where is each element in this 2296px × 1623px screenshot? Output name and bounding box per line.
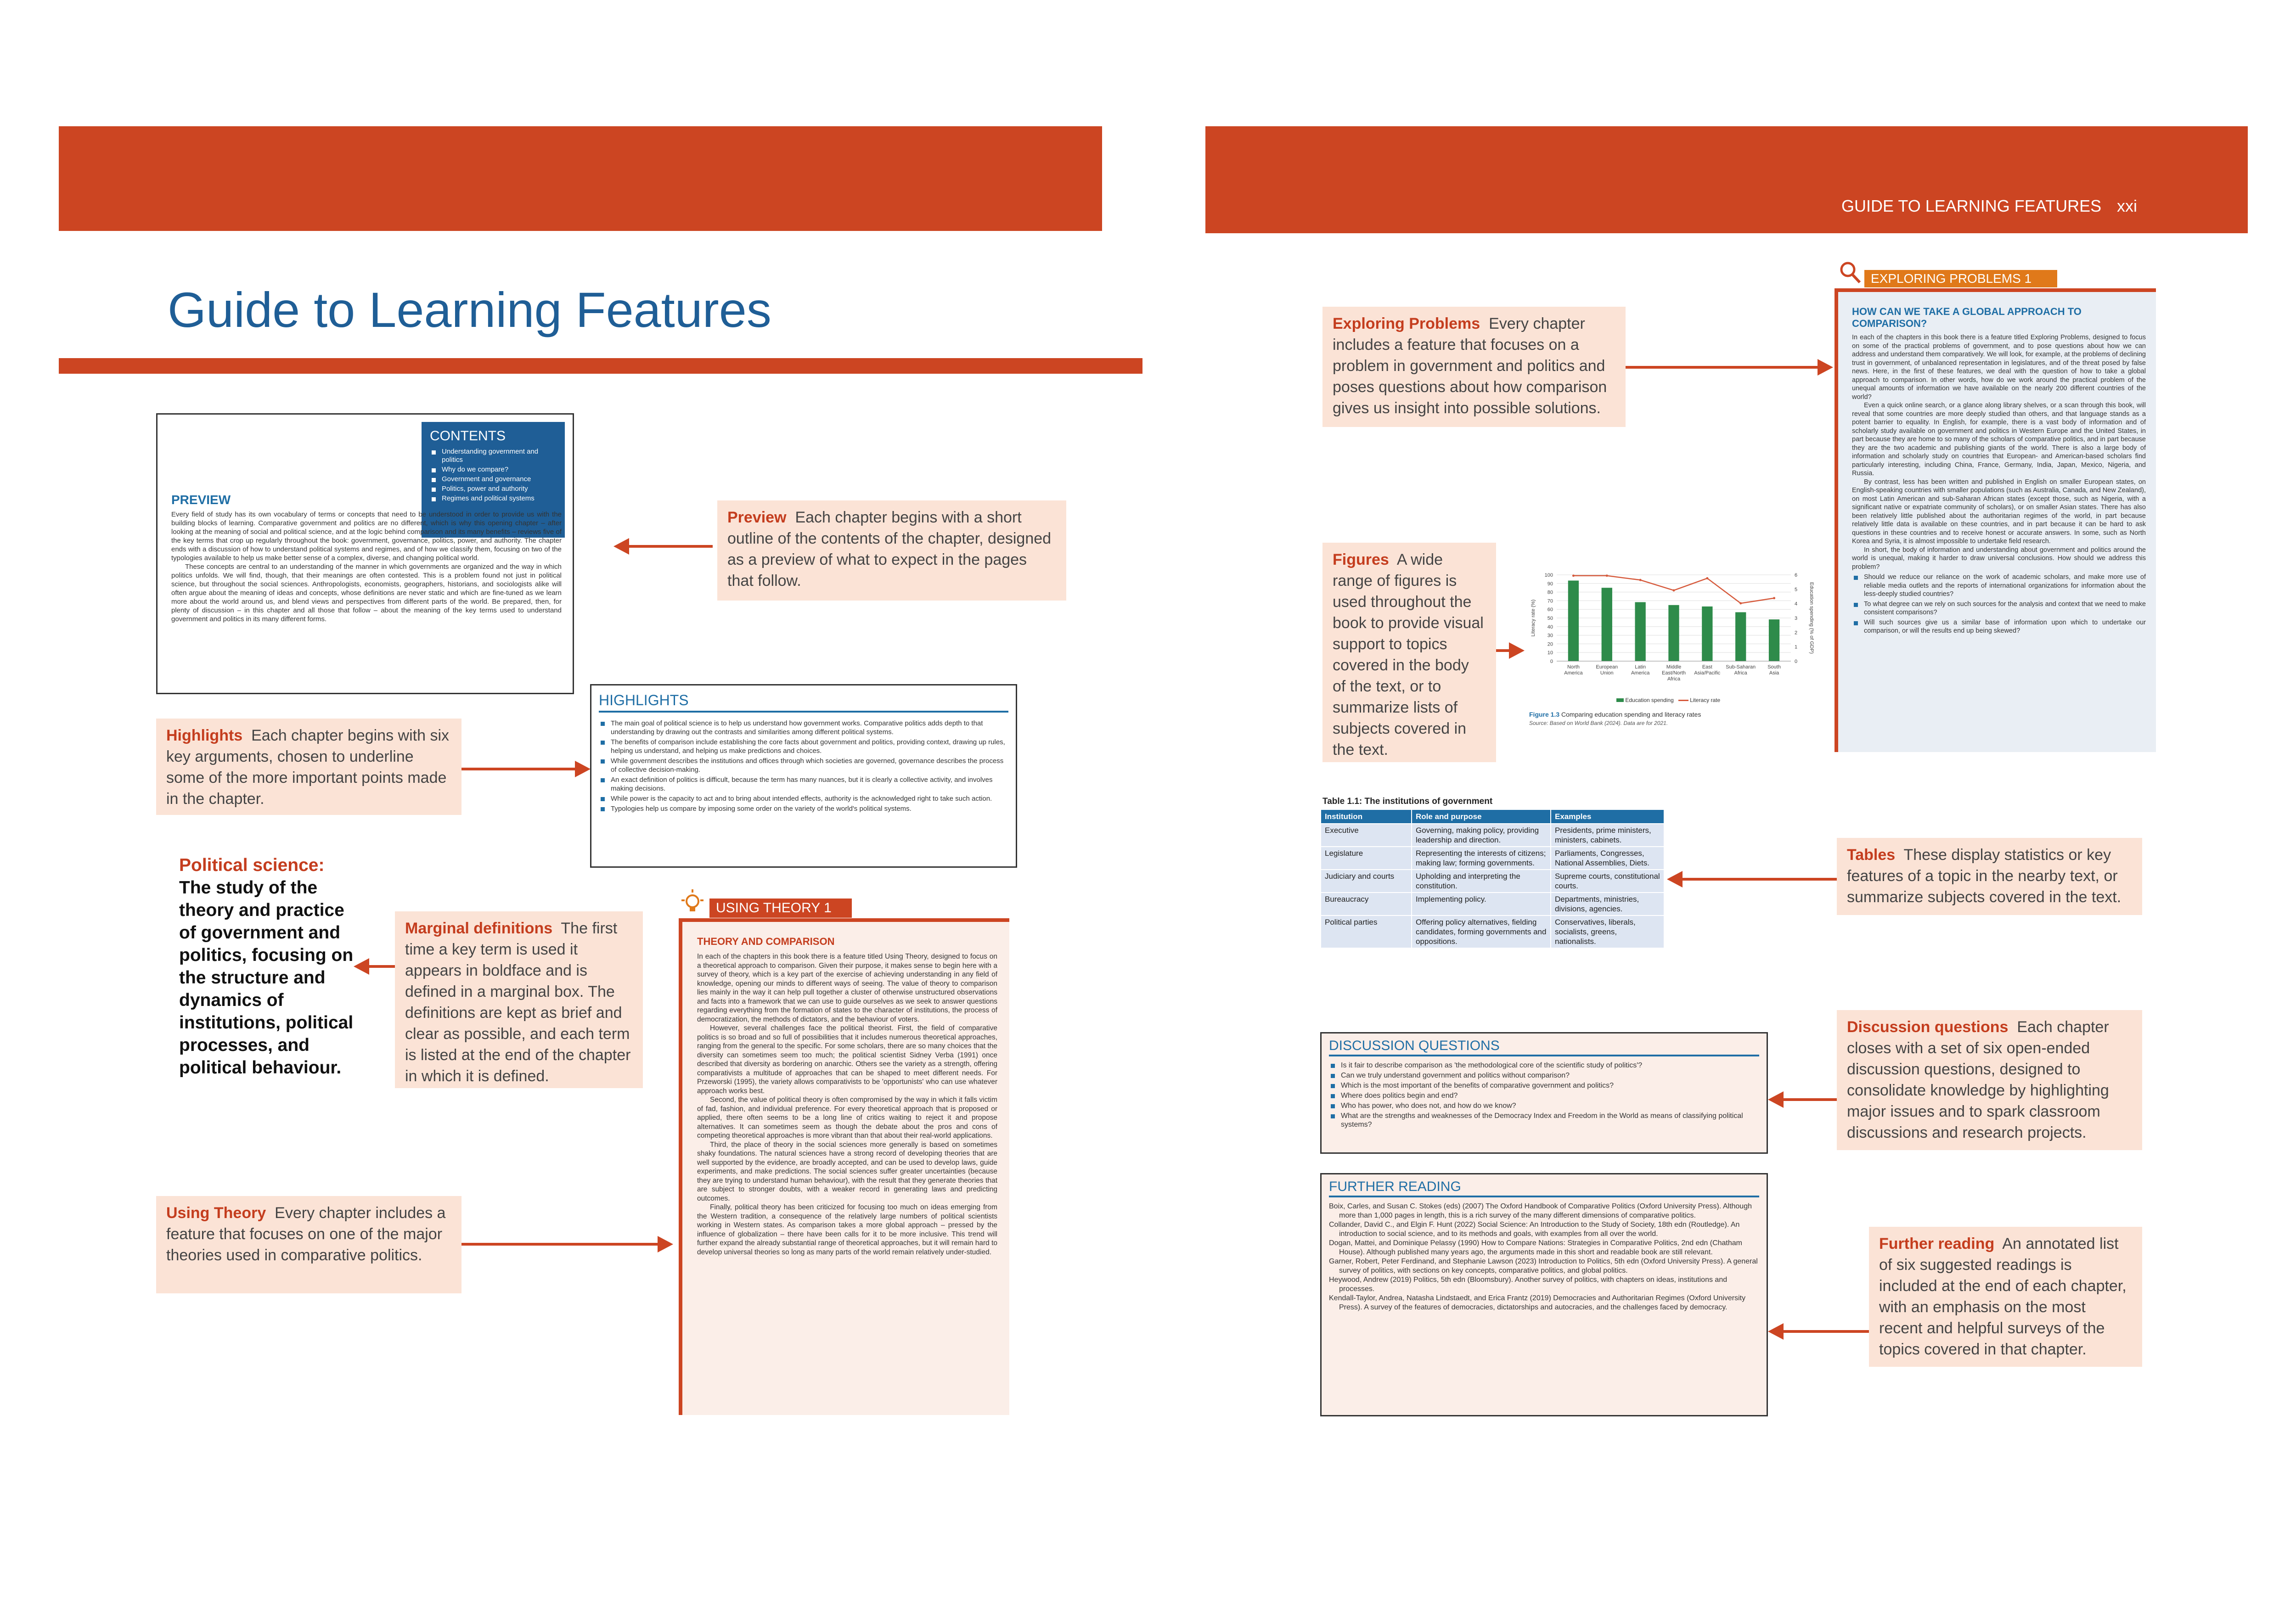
- preview-arrow: [627, 545, 713, 548]
- point-literacy-rate: [1773, 597, 1775, 599]
- reading-entry: Kendall-Taylor, Andrea, Natasha Lindstaedt, and Erica Frantz (2019) Democracies and Authoritarian Regimes (Oxford University Press). A survey of the features of democracies, dictatorships and autocracies, and the challenges faced by democracy.: [1329, 1294, 1746, 1311]
- y-tick-label-left: 30: [1547, 633, 1553, 639]
- highlight-item: The main goal of political science is to help us understand how government works. Comparative politics adds depth to that understanding by drawing out the contrasts and similarities among different political systems.: [599, 719, 1008, 736]
- discussion-question: Is it fair to describe comparison as 'the methodological core of the scientific study of politics'?: [1329, 1061, 1759, 1070]
- figures-callout-label: Figures: [1333, 551, 1389, 568]
- page-number: xxi: [2117, 197, 2137, 215]
- legend-bar-label: Education spending: [1625, 697, 1674, 703]
- legend-line-swatch: [1678, 700, 1688, 701]
- highlights-arrow: [461, 768, 576, 770]
- figures-arrow: [1496, 649, 1510, 652]
- y-tick-label-right: 2: [1795, 630, 1798, 636]
- y-tick-label-right: 6: [1795, 573, 1798, 578]
- using-theory-text: [697, 952, 997, 1257]
- table-cell: Governing, making policy, providing leadership and direction.: [1412, 824, 1551, 847]
- using-theory-paragraph: In each of the chapters in this book there is a feature titled Using Theory, designed to focus on a theoretical approach to comparison. Given their purpose, it makes sense to begin here with a survey of theory, which is a key part of the exercise of achieving understanding in any field of knowledge, opening our minds to different ways of seeing. The value of theory to comparison lies mainly in the way it can help pull together a cluster of otherwise unstructured observations and facts into a framework that we can use to guide ourselves as we seek to answer questions regarding everything from the formation of states to the character of institutions, the process of democratization, the methods of dictators, and the behaviour of voters.: [697, 953, 997, 1023]
- preview-heading: PREVIEW: [171, 493, 231, 507]
- x-tick-label: Sub-Saharan Africa: [1726, 664, 1756, 676]
- y-tick-label-left: 50: [1547, 616, 1553, 621]
- table-row: [1321, 824, 1664, 847]
- discussion-question: What are the strengths and weaknesses of the Democracy Index and Freedom in the World as means of classifying political systems?: [1329, 1112, 1759, 1129]
- tables-arrow-head: [1667, 871, 1683, 887]
- y-tick-label-right: 3: [1795, 616, 1798, 621]
- exploring-paragraph: By contrast, less has been written and published in English on smaller European states, on English-speaking countries with smaller populations (such as Australia, Canada, and New Zealand), on most Latin American and sub-Saharan African states (except those, such as Nigeria, with a significant native or expatriate community of scholars), or on smaller Asian states. There has also been relatively little published about the authoritarian regimes of the world, in part because relatively little data is available on these countries, and in part because it can be hard to ask questions in these countries and to receive honest or accurate answers. In some, such as North Korea and Syria, it is almost impossible to undertake field research.: [1852, 478, 2146, 545]
- figure-caption: [1529, 711, 1701, 718]
- highlights-list: [599, 719, 1008, 813]
- y-tick-label-left: 20: [1547, 641, 1553, 647]
- using-theory-callout: [156, 1196, 461, 1293]
- exploring-paragraph: In short, the body of information and understanding about government and politics around the world is unequal, making it harder to draw universal conclusions. How should we address this problem?: [1852, 546, 2146, 571]
- further-reading-box: [1320, 1173, 1768, 1416]
- y-tick-label-right: 1: [1795, 644, 1798, 650]
- table-cell: Political parties: [1321, 915, 1412, 948]
- using-theory-tab: USING THEORY 1: [709, 899, 852, 918]
- using-theory-callout-label: Using Theory: [166, 1204, 266, 1222]
- highlight-item: While government describes the institutions and offices through which societies are governed, governance describes the process of collective decision-making.: [599, 757, 1008, 774]
- preview-callout-text: Each chapter begins with a short outline of the contents of the chapter, designed as a preview of what to expect in the pages that follow.: [727, 509, 1052, 590]
- bar-education-spending: [1769, 619, 1779, 661]
- lightbulb-icon: [679, 888, 706, 916]
- discussion-box: [1320, 1032, 1768, 1154]
- highlights-arrow-head: [575, 761, 591, 777]
- figure-caption-label: Figure 1.3: [1529, 711, 1560, 718]
- highlight-item: The benefits of comparison include establishing the core facts about government and politics, providing context, drawing up rules, helping us understand, and helping us make predictions and choices.: [599, 738, 1008, 755]
- exploring-heading: HOW CAN WE TAKE A GLOBAL APPROACH TO COMPARISON?: [1852, 306, 2082, 329]
- exploring-box: [1835, 288, 2156, 752]
- highlights-callout: [156, 719, 461, 815]
- table-cell: Executive: [1321, 824, 1412, 847]
- bar-education-spending: [1602, 588, 1612, 661]
- point-literacy-rate: [1706, 577, 1708, 579]
- using-theory-box: [679, 918, 1009, 1415]
- discussion-arrow-head: [1768, 1091, 1784, 1108]
- reading-entry: Garner, Robert, Peter Ferdinand, and Stephanie Lawson (2023) Introduction to Politics, 5th edn (Oxford University Press). A general survey of politics, with sections on key concepts, comparative politics, and global politics.: [1329, 1258, 1758, 1275]
- figures-arrow-head: [1509, 642, 1525, 659]
- table-cell: Implementing policy.: [1412, 893, 1551, 915]
- exploring-arrow: [1626, 366, 1818, 369]
- exploring-callout-text: Every chapter includes a feature that focuses on a problem in government and politics and poses questions about how comparison gives us insight into possible solutions.: [1333, 315, 1607, 417]
- y-tick-label-right: 4: [1795, 601, 1798, 607]
- discussion-callout: [1837, 1010, 2142, 1150]
- running-header: GUIDE TO LEARNING FEATURES: [1841, 197, 2102, 215]
- exploring-callout: [1322, 307, 1626, 427]
- further-callout: [1869, 1227, 2142, 1367]
- legend-line-label: Literacy rate: [1690, 697, 1721, 703]
- x-tick-label: South Asia: [1767, 664, 1781, 676]
- preview-callout: [717, 500, 1066, 601]
- table-cell: Presidents, prime ministers, ministers, cabinets.: [1551, 824, 1664, 847]
- contents-heading: CONTENTS: [430, 428, 506, 444]
- y-tick-label-left: 70: [1547, 598, 1553, 604]
- x-tick-label: European Union: [1596, 664, 1618, 676]
- further-arrow-head: [1768, 1323, 1784, 1340]
- point-literacy-rate: [1673, 589, 1675, 591]
- contents-item: Politics, power and authority: [430, 485, 557, 493]
- figures-callout-text: A wide range of figures is used throughout the book to provide visual support to topics covered in the body of the text, or to summarize lists of subjects covered in the text.: [1333, 551, 1484, 758]
- table-row: [1321, 870, 1664, 893]
- y-axis-label-right: Education spending (% of GDP): [1809, 582, 1814, 654]
- highlight-item: An exact definition of politics is difficult, because the term has many nuances, but it is clearly a collective activity, and involves making decisions.: [599, 775, 1008, 793]
- exploring-text: [1852, 333, 2146, 635]
- point-literacy-rate: [1606, 574, 1608, 577]
- contents-item: Government and governance: [430, 475, 557, 483]
- exploring-question: Should we reduce our reliance on the work of academic scholars, and make more use of reliable media outlets and the reports of international organizations for information about the less-deeply studied countries?: [1852, 573, 2146, 599]
- table-cell: Representing the interests of citizens; making law; forming governments.: [1412, 847, 1551, 870]
- using-theory-paragraph: Finally, political theory has been criticized for focusing too much on ideas emerging from the Western tradition, a consequence of the relatively large numbers of political scientists working in Western states. As comparison takes a more global approach – pressed by the influence of globalization – there have been calls for it to be more inclusive. This trend will further expand the already substantial range of theoretical approaches, but it will remain hard to develop universal theories so long as many parts of the world remain relatively under-studied.: [697, 1203, 997, 1256]
- institutions-table: [1320, 809, 1665, 949]
- table-row: [1321, 893, 1664, 915]
- table-cell: Conservatives, liberals, socialists, greens, nationalists.: [1551, 915, 1664, 948]
- discussion-heading: DISCUSSION QUESTIONS: [1329, 1038, 1759, 1056]
- y-tick-label-right: 5: [1795, 587, 1798, 593]
- using-theory-paragraph: Third, the place of theory in the social sciences more generally is based on sometimes shaky foundations. The natural sciences have a strong record of developing theories that are well supported by the evidence, are broadly accepted, and can be used to develop laws, guide experiments, and make predictions. The social sciences suffer greater uncertainties (because they are trying to understand human behaviour), with the result that they generate theories that are subject to stronger doubts, with a weaker record in generating laws and predicting outcomes.: [697, 1140, 997, 1202]
- marginal-callout-label: Marginal definitions: [405, 920, 553, 937]
- further-arrow: [1782, 1330, 1869, 1333]
- table-cell: Parliaments, Congresses, National Assemblies, Diets.: [1551, 847, 1664, 870]
- x-tick-label: North America: [1564, 664, 1583, 676]
- contents-item: Regimes and political systems: [430, 494, 557, 503]
- table-cell: Judiciary and courts: [1321, 870, 1412, 893]
- marginal-callout: [395, 911, 643, 1088]
- discussion-callout-text: Each chapter closes with a set of six open-ended discussion questions, designed to consolidate knowledge by highlighting major issues and to spark classroom discussions and research projects.: [1847, 1018, 2109, 1141]
- tables-callout-text: These display statistics or key features of a topic in the nearby text, or summarize subjects covered in the text.: [1847, 846, 2122, 906]
- y-tick-label-left: 100: [1544, 573, 1553, 578]
- bar-education-spending: [1568, 581, 1579, 661]
- figures-callout: [1322, 543, 1496, 762]
- tables-callout: [1837, 838, 2142, 915]
- preview-box: [156, 413, 574, 694]
- further-callout-label: Further reading: [1879, 1235, 1995, 1252]
- point-literacy-rate: [1739, 602, 1742, 605]
- legend-bar-swatch: [1616, 698, 1624, 702]
- exploring-questions: [1852, 573, 2146, 635]
- marginal-arrow: [367, 965, 395, 968]
- reading-entry: Dogan, Mattei, and Dominique Pelassy (1990) How to Compare Nations: Strategies in Comparative Politics, 2nd edn (Chatham House). Although published many years ago, the arguments made in this short and readable book are still relevant.: [1329, 1239, 1742, 1256]
- discussion-arrow: [1782, 1098, 1837, 1101]
- table-row: [1321, 847, 1664, 870]
- discussion-callout-label: Discussion questions: [1847, 1018, 2009, 1036]
- y-tick-label-left: 10: [1547, 650, 1553, 656]
- highlights-callout-label: Highlights: [166, 727, 243, 744]
- y-tick-label-left: 90: [1547, 581, 1553, 587]
- bar-education-spending: [1668, 605, 1679, 661]
- y-tick-label-left: 0: [1550, 659, 1553, 664]
- reading-entry: Heywood, Andrew (2019) Politics, 5th edn (Bloomsbury). Another survey of politics, with chapters on ideas, institutions and processes.: [1329, 1276, 1728, 1293]
- tables-callout-label: Tables: [1847, 846, 1896, 864]
- using-theory-paragraph: Second, the value of political theory is often compromised by the way in which it falls victim of fad, fashion, and individual preference. For every theoretical approach that is proposed or applied, there often seems to be a long line of critics waiting to reject it and propose alternatives. It can sometimes seem as though the debate about the pros and cons of competing theoretical approaches is more vibrant than that about their real-world applications.: [697, 1096, 997, 1140]
- further-reading-list: [1329, 1202, 1759, 1312]
- margin-definition: [179, 854, 363, 1079]
- table-cell: Legislature: [1321, 847, 1412, 870]
- y-axis-label-left: Literacy rate (%): [1531, 599, 1536, 637]
- education-literacy-chart: [1525, 569, 1818, 712]
- tables-arrow: [1681, 878, 1837, 881]
- marginal-arrow-head: [354, 958, 369, 975]
- y-tick-label-left: 80: [1547, 590, 1553, 595]
- contents-item: Why do we compare?: [430, 466, 557, 474]
- exploring-arrow-head: [1818, 359, 1833, 376]
- using-theory-paragraph: However, several challenges face the political theorist. First, the field of comparative politics is so broad and so full of possibilities that it includes numerous theoretical approaches, ranging from the general to the specific. For some scholars, there are so many choices that the diversity can sometimes seem too much; the political scientist Sidney Verba (1991) once described that diversity as bordering on anarchic. Others see the variety as a strength, offering comparativists a multitude of approaches that can be shaped to meet different needs. For Przeworski (1995), the variety allows comparativists to be 'opportunists' who can use whatever approach works best.: [697, 1024, 997, 1095]
- margin-definition-term: Political science:: [179, 855, 325, 875]
- table-header: Role and purpose: [1412, 809, 1551, 824]
- margin-definition-text: The study of the theory and practice of government and politics, focusing on the structure and dynamics of institutions, political processes, and political behaviour.: [179, 878, 354, 1078]
- preview-text: [171, 510, 562, 623]
- preview-arrow-head: [613, 538, 629, 555]
- using-theory-arrow: [461, 1243, 659, 1246]
- bar-education-spending: [1735, 612, 1746, 661]
- title-underline: [59, 358, 1142, 374]
- marginal-callout-text: The first time a key term is used it appears in boldface and is defined in a marginal box. The definitions are kept as brief and clear as possible, and each term is listed at the end of the chapter in which it is defined.: [405, 920, 631, 1085]
- table-cell: Departments, ministries, divisions, agencies.: [1551, 893, 1664, 915]
- highlight-item: Typologies help us compare by imposing some order on the variety of the world's political systems.: [599, 804, 1008, 813]
- table-cell: Bureaucracy: [1321, 893, 1412, 915]
- discussion-question: Which is the most important of the benefits of comparative government and politics?: [1329, 1081, 1759, 1090]
- exploring-paragraph: Even a quick online search, or a glance along library shelves, or a scan through this book, will reveal that some countries are more deeply studied than others, and that language stands as a potent barrier to equality. In English, for example, there is a vast body of information and of scholarly study available on government and politics in Western Europe and the United States, in part because they are home to so many of the scholars of comparative politics, and in part because they are the two academic and publishing giants of the world. There is also a large body of information and scholarly study on countries that European- and American-based scholars find particularly interesting, including China, France, Germany, India, Japan, Mexico, Nigeria, and Russia.: [1852, 402, 2146, 477]
- point-literacy-rate: [1639, 579, 1642, 581]
- exploring-callout-label: Exploring Problems: [1333, 315, 1480, 332]
- discussion-question: Can we truly understand government and politics without comparison?: [1329, 1071, 1759, 1080]
- further-reading-heading: FURTHER READING: [1329, 1179, 1759, 1197]
- table-cell: Supreme courts, constitutional courts.: [1551, 870, 1664, 893]
- table-header: Institution: [1321, 809, 1412, 824]
- exploring-question: Will such sources give us a similar base of information upon which to undertake our comparison, or will the results end up being skewed?: [1852, 618, 2146, 635]
- contents-list: [430, 448, 557, 503]
- figure-caption-text: Comparing education spending and literacy rates: [1561, 711, 1701, 718]
- further-callout-text: An annotated list of six suggested readings is included at the end of each chapter, with an emphasis on the most recent and helpful surveys of the topics covered in that chapter.: [1879, 1235, 2127, 1358]
- preview-callout-label: Preview: [727, 509, 787, 526]
- bar-education-spending: [1635, 602, 1645, 661]
- preview-paragraph: Every field of study has its own vocabulary of terms or concepts that need to be understood in order to provide us with the building blocks of learning. Comparative government and politics are no different, which is why this opening chapter – after looking at the meaning of social and political science, and at the logic behind comparison and its many benefits – reviews five of the key terms that crop up regularly throughout the book: government, governance, politics, power, and authority. The chapter ends with a discussion of how to understand political systems and regimes, and of how we classify them, focusing on two of the typologies available to help us make better sense of a complex, diverse, and changing political world.: [171, 511, 562, 562]
- y-tick-label-left: 60: [1547, 607, 1553, 613]
- table-header: Examples: [1551, 809, 1664, 824]
- contents-item: Understanding government and politics: [430, 448, 557, 464]
- magnifier-icon: [1837, 259, 1864, 287]
- table-row: [1321, 915, 1664, 948]
- x-tick-label: East Asia/Pacific: [1694, 664, 1721, 676]
- y-tick-label-right: 0: [1795, 659, 1798, 664]
- highlight-item: While power is the capacity to act and to bring about intended effects, authority is the acknowledged right to take such action.: [599, 794, 1008, 803]
- using-theory-callout-text: Every chapter includes a feature that focuses on one of the major theories used in comparative politics.: [166, 1204, 446, 1264]
- exploring-tab: EXPLORING PROBLEMS 1: [1864, 270, 2057, 287]
- exploring-paragraph: In each of the chapters in this book there is a feature titled Exploring Problems, designed to focus on some of the practical problems of government, and to pose questions about how we can address and understand them comparatively. We will look, for example, at the problems of declining trust in government, of unbalanced representation in legislatures, and of the threat posed by false news. Here, in the first of these features, we deal with the question of how to take a global approach to comparison. In other words, how do we work around the practical problem of the unequal amounts of information we have available on the nearly 200 different countries of the world?: [1852, 334, 2146, 401]
- preview-paragraph: These concepts are central to an understanding of the manner in which governments are organized and the way in which politics unfolds. We will find, though, that their meanings are often contested. This is a problem found not just in political science, but throughout the social sciences. Anthropologists, economists, geographers, historians, and sociologists alike will often argue about the meaning of ideas and concepts, whose definitions are never static and which are fine-tuned as we learn more about the world around us, and blend views and perspectives from different parts of the world. Be prepared, then, for plenty of discussion – in this chapter and all those that follow – about the meaning of the key terms used to understand government and politics in its many different forms.: [171, 563, 562, 623]
- figure-source: Source: Based on World Bank (2024). Data are for 2021.: [1529, 720, 1668, 726]
- using-theory-arrow-head: [658, 1236, 673, 1252]
- x-tick-label: Middle East/North Africa: [1662, 664, 1686, 682]
- chart-legend: [1616, 697, 1720, 703]
- right-header-bar: [1205, 126, 2248, 233]
- table-title: Table 1.1: The institutions of government: [1322, 797, 1493, 806]
- discussion-list: [1329, 1061, 1759, 1129]
- discussion-question: Where does politics begin and end?: [1329, 1091, 1759, 1100]
- x-tick-label: Latin America: [1631, 664, 1650, 676]
- bar-education-spending: [1702, 607, 1712, 661]
- y-tick-label-left: 40: [1547, 624, 1553, 630]
- using-theory-heading: THEORY AND COMPARISON: [697, 936, 835, 947]
- left-header-bar: [59, 126, 1102, 231]
- point-literacy-rate: [1572, 574, 1575, 577]
- table-cell: Offering policy alternatives, fielding candidates, forming governments and oppositions.: [1412, 915, 1551, 948]
- table-header-row: [1321, 809, 1664, 824]
- reading-entry: Collander, David C., and Elgin F. Hunt (2022) Social Science: An Introduction to the Study of Society, 18th edn (Routledge). An introduction to social science, and to its methods and goals, with examples from all over the world.: [1329, 1221, 1740, 1238]
- highlights-callout-text: Each chapter begins with six key arguments, chosen to underline some of the more important points made in the chapter.: [166, 727, 450, 808]
- discussion-question: Who has power, who does not, and how do we know?: [1329, 1101, 1759, 1110]
- figure-1-3: [1525, 569, 1818, 748]
- highlights-box: [590, 684, 1017, 868]
- reading-entry: Boix, Carles, and Susan C. Stokes (eds) (2007) The Oxford Handbook of Comparative Politics (Oxford University Press). Although more than 1,000 pages in length, this is a rich survey of the many different dimensions of comparative politics.: [1329, 1202, 1752, 1219]
- highlights-heading: HIGHLIGHTS: [599, 692, 1008, 713]
- exploring-question: To what degree can we rely on such sources for the analysis and context that we need to make consistent comparisons?: [1852, 600, 2146, 617]
- table-cell: Upholding and interpreting the constitution.: [1412, 870, 1551, 893]
- page-title: Guide to Learning Features: [168, 282, 771, 337]
